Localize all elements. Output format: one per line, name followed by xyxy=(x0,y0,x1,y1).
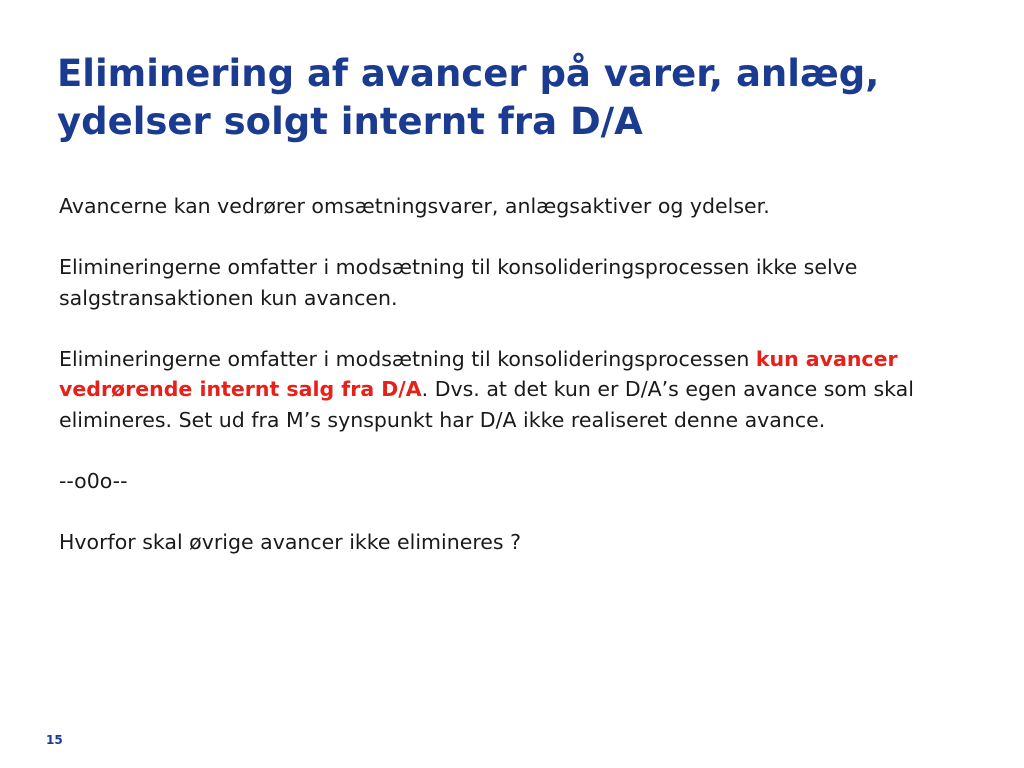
paragraph-question: Hvorfor skal øvrige avancer ikke elimineres ? xyxy=(59,529,521,554)
slide-body xyxy=(59,191,999,557)
paragraph-internal-sales-intro: Elimineringerne omfatter i modsætning til konsolideringsprocessen xyxy=(59,346,756,371)
paragraph-internal-sales xyxy=(59,344,999,436)
section-separator: --o0o-- xyxy=(59,468,128,493)
paragraph-elimination-scope: Elimineringerne omfatter i modsætning til konsolideringsprocessen ikke selve salgstransaktionen kun avancen. xyxy=(59,255,858,310)
slide-title: Eliminering af avancer på varer, anlæg, ydelser solgt internt fra D/A xyxy=(57,52,880,143)
highlighted-phrase: kun avancer vedrørende internt salg fra D/A xyxy=(59,346,898,401)
paragraph-avancer-scope: Avancerne kan vedrører omsætningsvarer, anlægsaktiver og ydelser. xyxy=(59,194,770,218)
page-number: 15 xyxy=(46,733,63,747)
paragraph-internal-sales-rest: . Dvs. at det kun er D/A’s egen avance som skal elimineres. Set ud fra M’s synspunkt har D/A ikke realiseret denne avance. xyxy=(59,377,914,432)
